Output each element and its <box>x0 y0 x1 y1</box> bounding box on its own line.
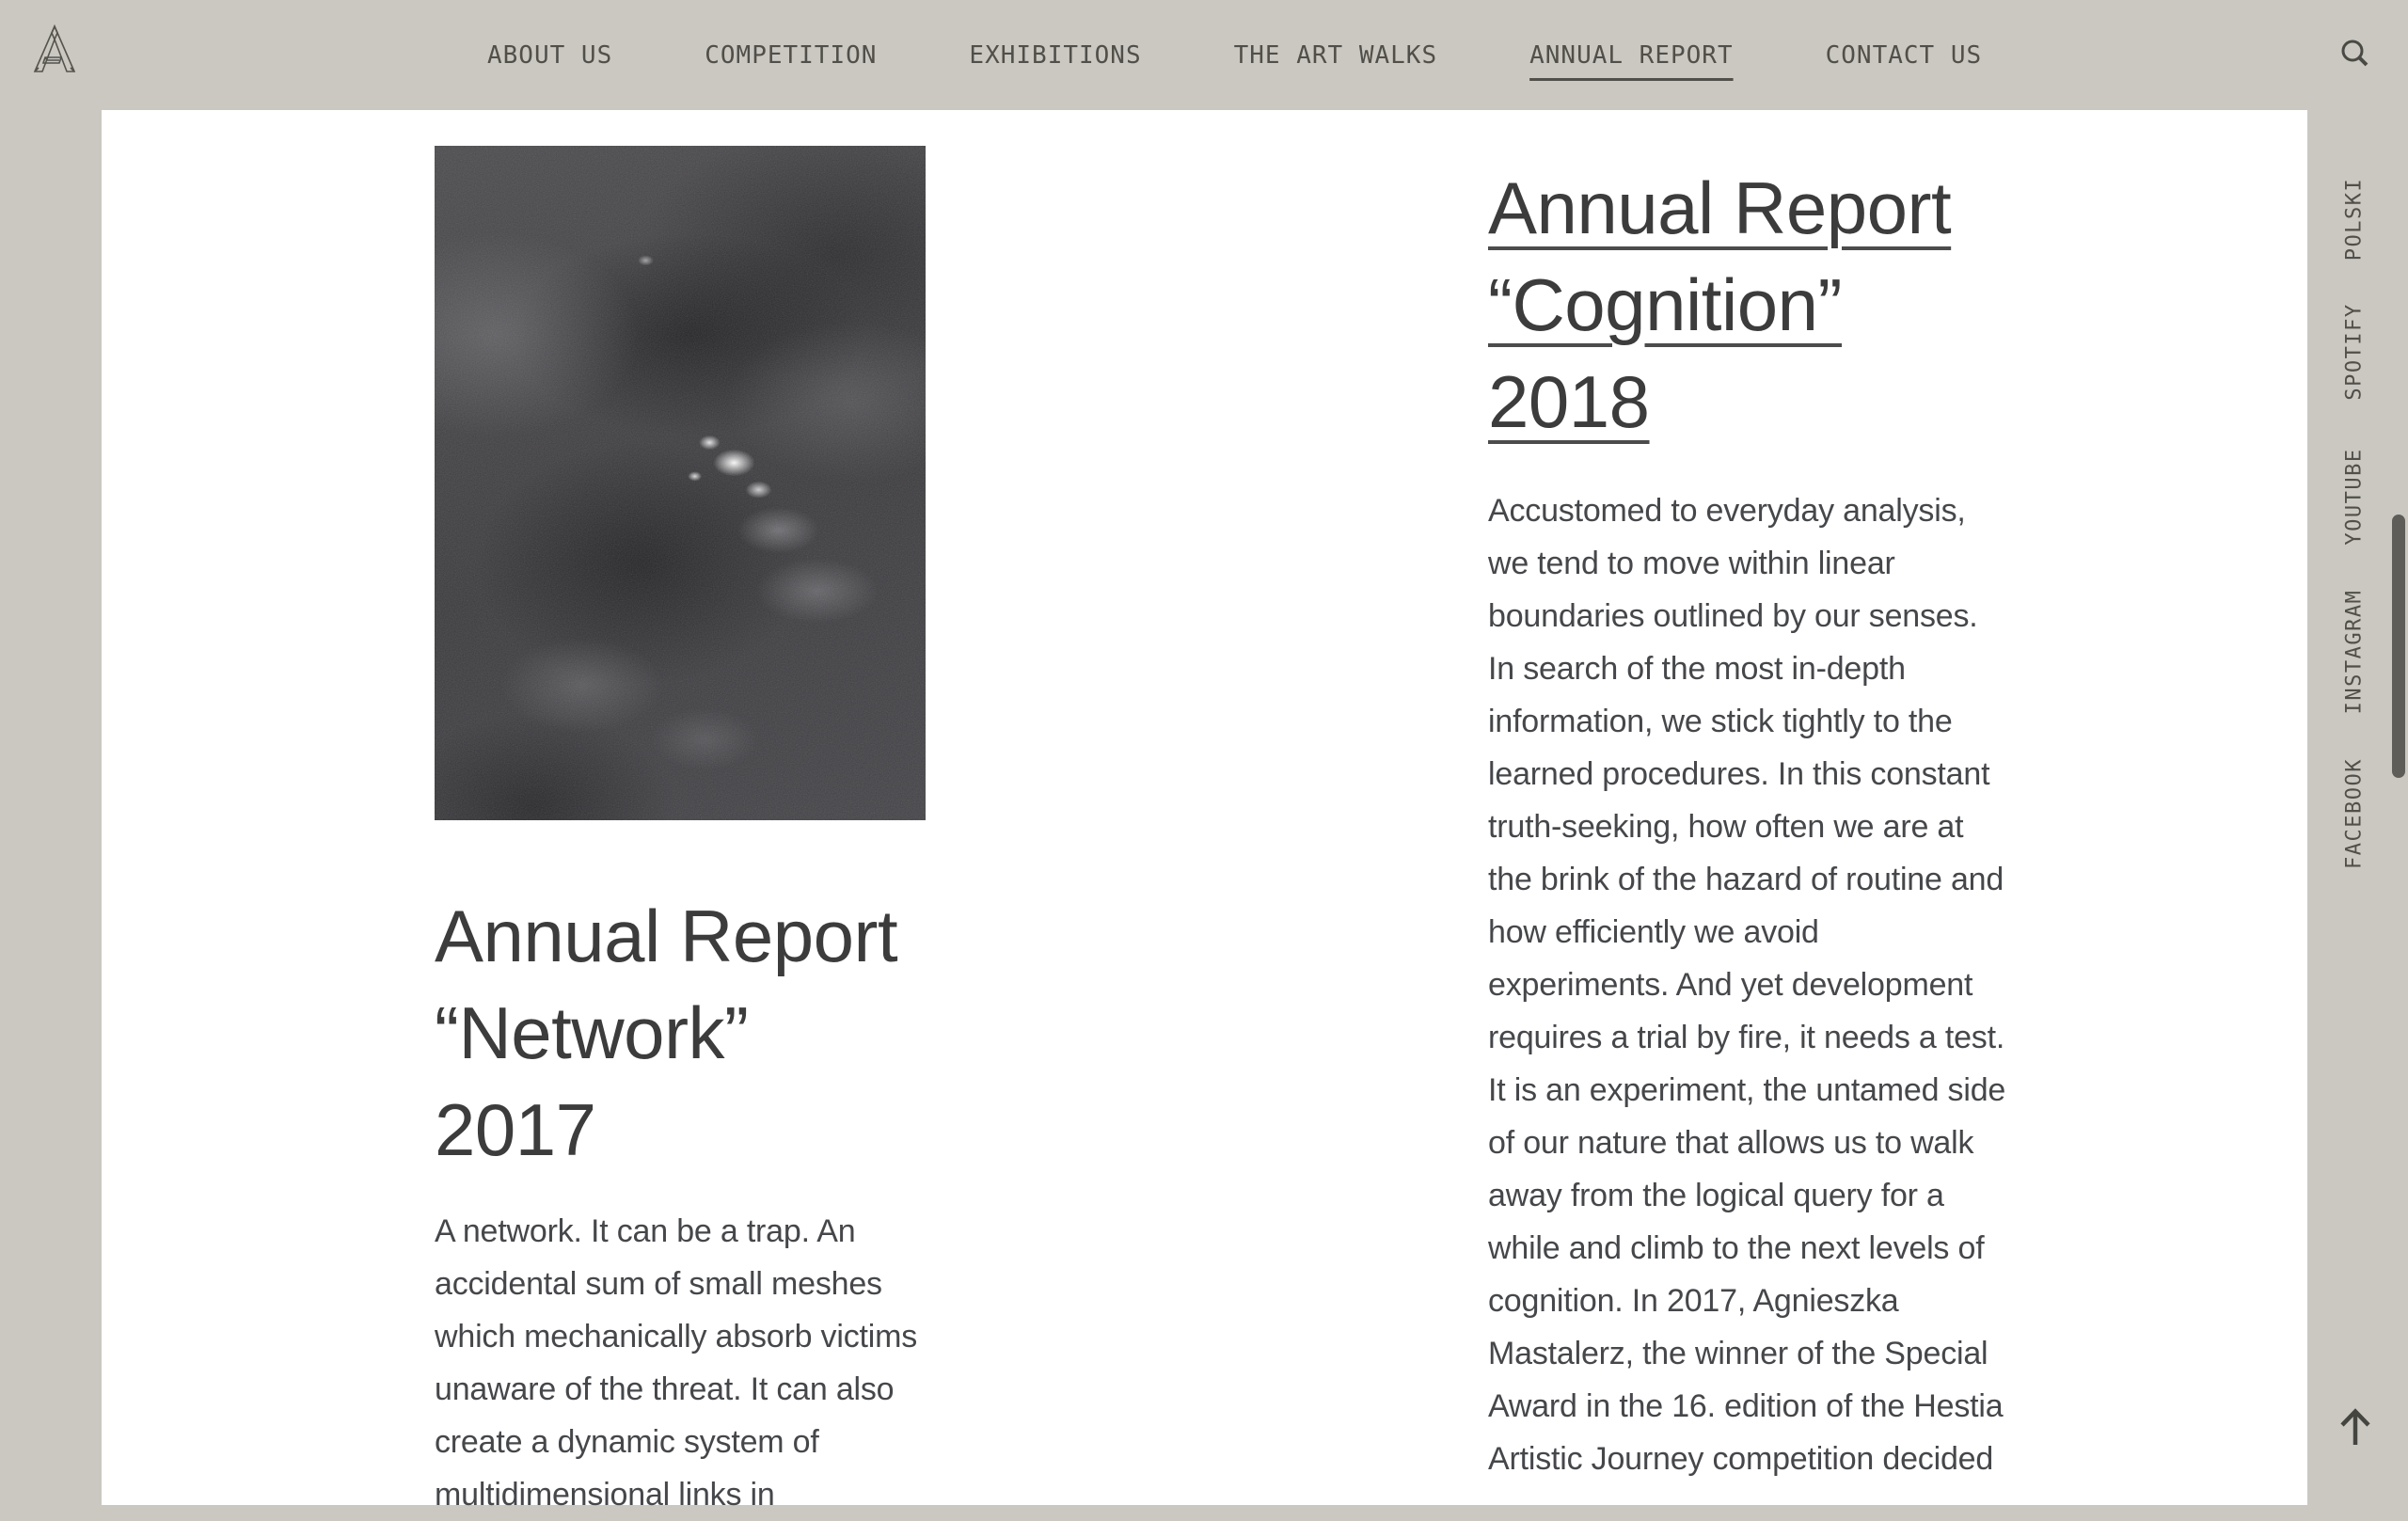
logo-button[interactable] <box>32 24 77 77</box>
article-title[interactable] <box>435 888 954 1179</box>
article-title-line: “Network” <box>435 991 749 1074</box>
article-network-2017 <box>435 146 954 1521</box>
article-title-line: Annual Report <box>435 895 898 977</box>
nav-about-us[interactable]: ABOUT US <box>487 40 613 70</box>
article-excerpt: A network. It can be a trap. An accidental sum of small meshes which mechanically absorb victims unaware of the threat. It can also create a dynamic system of multidimensional links in <box>435 1213 918 1513</box>
article-title-line: Annual Report <box>1488 166 1952 249</box>
scrollbar-thumb[interactable] <box>2392 515 2405 778</box>
nav-contact-us[interactable]: CONTACT US <box>1825 40 1983 70</box>
article-title-line: “Cognition” <box>1488 263 1843 346</box>
nav-competition[interactable]: COMPETITION <box>705 40 878 70</box>
nav-annual-report[interactable]: ANNUAL REPORT <box>1529 40 1734 70</box>
side-link-facebook[interactable]: FACEBOOK <box>2342 758 2367 869</box>
side-link-youtube[interactable]: YOUTUBE <box>2342 448 2367 546</box>
side-link-polski[interactable]: POLSKI <box>2342 177 2367 261</box>
artwork-grain-texture <box>435 146 926 820</box>
article-title-line: 2017 <box>435 1088 596 1171</box>
article-title <box>1488 160 2007 451</box>
artwork-image[interactable] <box>435 146 926 820</box>
search-button[interactable] <box>2338 38 2372 71</box>
logo-a-icon <box>32 24 77 75</box>
side-link-instagram[interactable]: INSTAGRAM <box>2342 589 2367 715</box>
nav-the-art-walks[interactable]: THE ART WALKS <box>1233 40 1438 70</box>
side-link-spotify[interactable]: SPOTIFY <box>2342 303 2367 401</box>
main-nav <box>487 0 1982 110</box>
article-cognition-2018 <box>1488 160 2007 1485</box>
article-excerpt: Accustomed to everyday analysis, we tend to move within linear boundaries outlined by our senses. In search of the most in-depth information, we stick tightly to the learned procedures. In this constant truth-seeking, how often we are at the brink of the hazard of routine and how efficiently we avoid experiments. And yet development requires a trial by fire, it needs a test. It is an experiment, the untamed side of our nature that allows us to walk away from the logical query for a while and climb to the next levels of cognition. In 2017, Agnieszka Mastalerz, the winner of the Special Award in the 16. edition of the Hestia Artistic Journey competition decided <box>1488 493 2006 1477</box>
search-icon <box>2338 38 2372 71</box>
scroll-top-button[interactable] <box>2333 1402 2378 1450</box>
article-title-link[interactable] <box>1488 160 2007 451</box>
arrow-up-icon <box>2333 1402 2378 1450</box>
article-title-line: 2018 <box>1488 360 1650 443</box>
nav-exhibitions[interactable]: EXHIBITIONS <box>969 40 1142 70</box>
